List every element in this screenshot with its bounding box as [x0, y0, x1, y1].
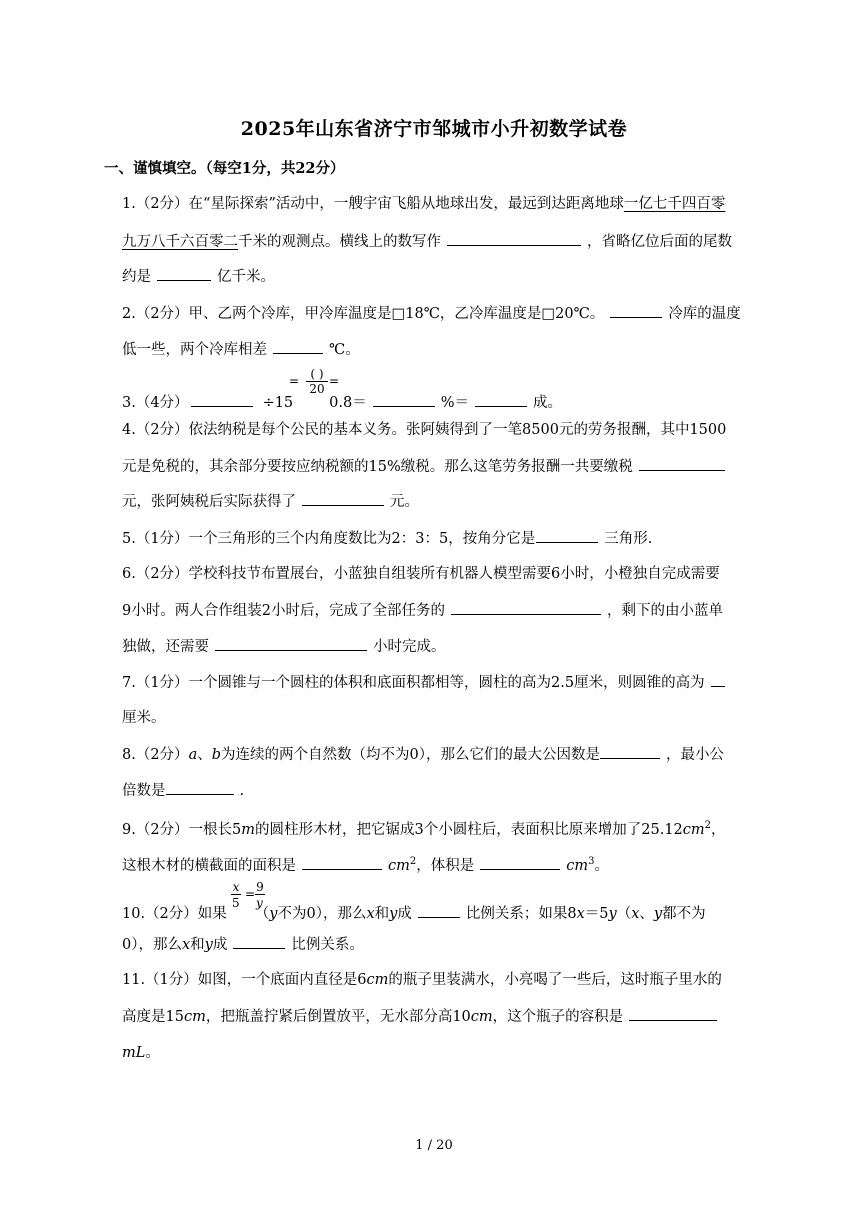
q10-text: 10.（2分）如果 [122, 906, 227, 922]
q8-text: 倍数是 [122, 783, 166, 799]
answer-blank[interactable] [191, 392, 253, 407]
q10-var: y [269, 906, 278, 922]
question-6-line-1: 6.（2分）学校科技节布置展台，小蓝独自组装所有机器人模型需要6小时，小橙独自完成需要 [122, 566, 720, 582]
question-1-line-1 [122, 194, 725, 214]
q11-text: 11.（1分）如图，一个底面内直径是6 [122, 972, 367, 988]
q8-text: 8.（2分） [122, 747, 189, 763]
q6-text: 9小时。两人合作组装2小时后，完成了全部任务的 [122, 603, 445, 619]
answer-blank[interactable] [302, 491, 384, 506]
answer-blank[interactable] [166, 780, 234, 795]
q11-text: ，这个瓶子的容积是 [492, 1009, 624, 1025]
answer-blank[interactable] [418, 903, 460, 918]
q10-text: 成 [397, 906, 412, 922]
q10-text: 和 [374, 906, 390, 922]
page-title: 2025年山东省济宁市邹城市小升初数学试卷 [240, 118, 628, 140]
q11-unit: mL [122, 1045, 146, 1061]
q10-var: y [389, 906, 398, 922]
q9-unit: cm [566, 857, 589, 874]
q4-text: 元，张阿姨税后实际获得了 [122, 494, 296, 510]
q8-text: . [239, 783, 245, 799]
q10-text: （ [254, 906, 270, 922]
question-9-line-2 [122, 852, 609, 876]
answer-blank[interactable] [373, 392, 435, 407]
q9-unit: m [241, 821, 256, 838]
q10-text: 比例关系；如果8 [465, 906, 577, 922]
answer-blank[interactable] [451, 600, 601, 615]
q3-text: 成。 [533, 395, 563, 411]
answer-blank[interactable] [233, 934, 285, 949]
answer-blank[interactable] [302, 855, 382, 870]
q3-equals: = [328, 374, 339, 388]
q9-text: ，体积是 [416, 857, 475, 874]
q10-var: x [576, 906, 585, 922]
q1-text: 千米的观测点。横线上的数写作 [238, 234, 441, 250]
answer-blank[interactable] [600, 744, 660, 759]
answer-blank[interactable] [273, 339, 323, 354]
section-heading: 一、谨慎填空。（每空1分，共22分） [104, 160, 345, 177]
q10-text: （ [616, 906, 632, 922]
question-4-line-1: 4.（2分）依法纳税是每个公民的基本义务。张阿姨得到了一笔8500元的劳务报酬，其中1500 [122, 422, 727, 438]
q3-text: ÷15 [262, 395, 294, 411]
q8-text: 为连续的两个自然数（均不为0），那么它们的最大公因数是 [221, 747, 600, 763]
question-11-line-1 [122, 970, 722, 990]
answer-blank[interactable] [629, 1006, 717, 1021]
q5-text: 5.（1分）一个三角形的三个内角度数比为2：3：5，按角分它是 [122, 531, 536, 547]
q11-text: 。 [145, 1045, 160, 1061]
q9-sup: 3 [588, 856, 595, 867]
q1-text: 约是 [122, 269, 151, 285]
question-7-line-2: 厘米。 [122, 710, 166, 726]
question-1-line-2 [122, 231, 732, 252]
q8-var-a: a [188, 747, 198, 763]
q10-var: y [608, 906, 617, 922]
q11-unit: cm [366, 972, 389, 988]
q11-unit: cm [470, 1009, 493, 1025]
answer-blank[interactable] [610, 303, 662, 318]
q10-var: x [181, 937, 191, 953]
page-number: 1 / 20 [415, 1138, 453, 1153]
q1-underlined-number: 一亿七千四百零 [623, 196, 726, 212]
answer-blank[interactable] [475, 392, 527, 407]
q3-frac-numerator: ( ) [306, 367, 328, 382]
q10-text: 不为0），那么 [277, 906, 367, 922]
q10-var: x [366, 906, 375, 922]
question-4-line-3 [122, 491, 419, 512]
q3-text: 3.（4分） [122, 395, 189, 411]
q10-text: 都不为 [662, 906, 706, 922]
question-10-line-1 [122, 903, 706, 924]
q9-unit: cm [388, 857, 410, 874]
question-3-line [122, 392, 562, 413]
q1-text: 亿千米。 [217, 269, 275, 285]
answer-blank[interactable] [215, 636, 367, 651]
q9-sup: 2 [704, 820, 712, 831]
q6-text: 小时完成。 [373, 639, 446, 655]
q2-text: 冷库的温度 [668, 306, 741, 322]
q10-var: y [653, 906, 663, 922]
question-9-line-1 [122, 816, 726, 840]
q11-text: 的瓶子里装满水，小亮喝了一些后，这时瓶子里水的 [388, 972, 722, 988]
q10-var: x [631, 906, 640, 922]
question-8-line-1 [122, 744, 724, 765]
q10-var: y [204, 937, 213, 953]
answer-blank[interactable] [480, 855, 560, 870]
question-7-line-1 [122, 672, 731, 693]
q9-text: 。 [594, 857, 609, 874]
q3-text: 0.8＝ [329, 395, 367, 411]
q11-text: 高度是15 [122, 1009, 184, 1025]
q9-text: 9.（2分）一根长5 [122, 821, 242, 838]
q3-equals: = [289, 374, 300, 388]
q9-sup: 2 [409, 856, 417, 867]
q10-frac-5: 5 [232, 896, 240, 910]
question-4-line-2 [122, 456, 731, 477]
q8-text: 、 [197, 747, 212, 763]
q2-text: ℃。 [329, 342, 360, 358]
q1-text: 1.（2分）在“星际探索”活动中，一艘宇宙飞船从地球出发，最远到达距离地球 [122, 196, 624, 212]
question-11-line-2 [122, 1006, 723, 1027]
answer-blank[interactable] [536, 528, 598, 543]
q11-unit: cm [183, 1009, 206, 1025]
question-6-line-2 [122, 600, 723, 621]
q10-text: ＝5 [584, 906, 609, 922]
q10-text: 成 [212, 937, 228, 953]
answer-blank[interactable] [639, 456, 725, 471]
q2-text: 2.（2分）甲、乙两个冷库，甲冷库温度是□18℃，乙冷库温度是□20℃。 [122, 306, 605, 322]
question-5-line [122, 528, 652, 549]
q3-frac-denominator: 20 [309, 382, 325, 396]
q6-text: ，剩下的由小蓝单 [606, 603, 723, 619]
answer-blank[interactable] [447, 231, 581, 246]
q1-underlined-number-cont: 九万八千六百零二 [122, 234, 238, 250]
q5-text: 三角形. [604, 531, 653, 547]
question-11-line-3 [122, 1043, 160, 1063]
q10-frac-9: 9 [256, 880, 264, 894]
question-2-line-1 [122, 303, 741, 324]
q8-var-b: b [211, 747, 222, 763]
question-2-line-2 [122, 339, 360, 360]
q10-frac-x: x [232, 880, 240, 894]
question-6-line-3 [122, 636, 446, 657]
q10-text: 和 [190, 937, 205, 953]
answer-blank[interactable] [711, 672, 725, 687]
q10-frac-y: y [256, 896, 263, 910]
q10-text: 比例关系。 [291, 937, 364, 953]
q8-text: ，最小公 [666, 747, 724, 763]
q10-equals: = [245, 887, 256, 901]
q7-text: 7.（1分）一个圆锥与一个圆柱的体积和底面积都相等，圆柱的高为2.5厘米，则圆锥的高为 [122, 675, 705, 691]
q1-text: ，省略亿位后面的尾数 [587, 234, 732, 250]
q11-text: ，把瓶盖拧紧后倒置放平，无水部分高10 [205, 1009, 471, 1025]
q4-text: 元是免税的，其余部分要按应纳税额的15%缴税。那么这笔劳务报酬一共要缴税 [122, 459, 633, 475]
q3-text: %＝ [440, 395, 470, 411]
question-8-line-2 [122, 780, 244, 801]
answer-blank[interactable] [157, 266, 211, 281]
q2-text: 低一些，两个冷库相差 [122, 342, 267, 358]
q10-text: 0），那么 [122, 937, 182, 953]
q6-text: 独做，还需要 [122, 639, 209, 655]
q9-text: ， [711, 821, 726, 838]
q9-unit: cm [682, 821, 705, 838]
question-10-line-2 [122, 934, 364, 955]
q4-text: 元。 [390, 494, 419, 510]
q10-text: 、 [639, 906, 654, 922]
question-1-line-3 [122, 266, 275, 287]
q9-text: 的圆柱形木材，把它锯成3个小圆柱后，表面积比原来增加了25.12 [255, 821, 683, 838]
q9-text: 这根木材的横截面的面积是 [122, 857, 296, 874]
